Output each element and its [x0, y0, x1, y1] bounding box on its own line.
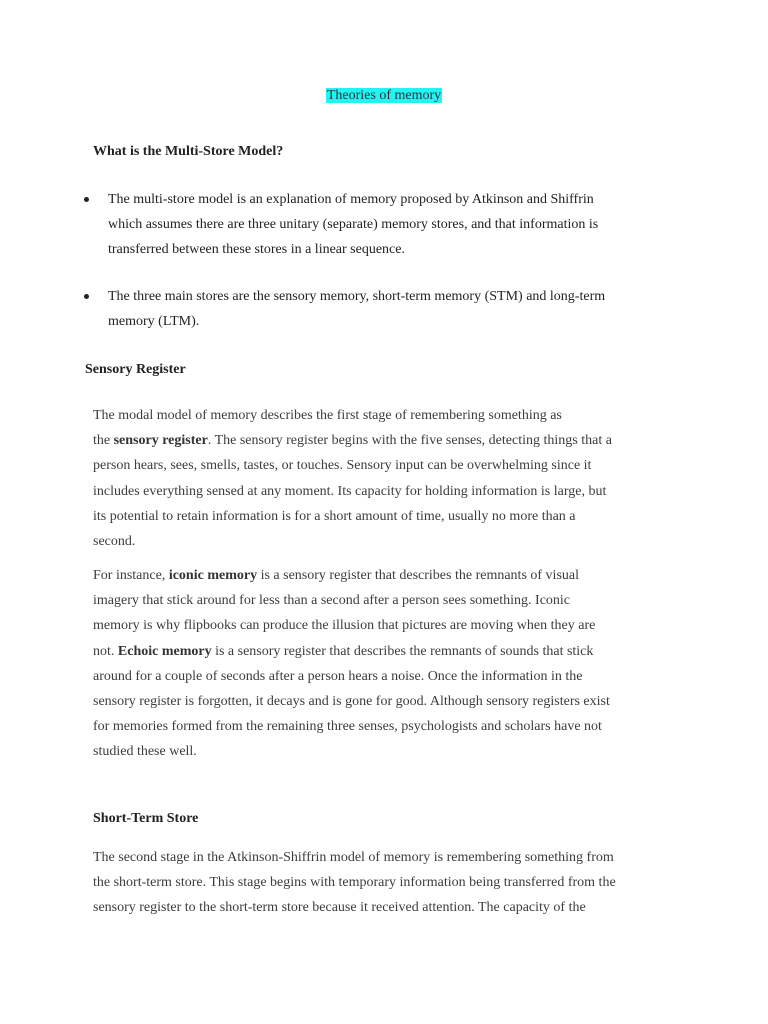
- sensory-paragraph-2: [93, 563, 683, 765]
- bullet-line: The multi-store model is an explanation of memory proposed by Atkinson and Shiffrin: [108, 192, 594, 207]
- list-item: [80, 187, 680, 262]
- text-span: is a sensory register that describes the remnants of visual: [257, 568, 579, 583]
- text-line: the short-term store. This stage begins with temporary information being transferred from the: [93, 875, 616, 891]
- text-line: sensory register to the short-term store because it received attention. The capacity of the: [93, 900, 586, 916]
- bullet-list: [80, 187, 680, 334]
- text-line: for memories formed from the remaining three senses, psychologists and scholars have not: [93, 719, 602, 735]
- list-item: [80, 284, 680, 334]
- text-span: For instance,: [93, 568, 169, 583]
- sensory-paragraph-1: [93, 403, 683, 554]
- bullet-line: memory (LTM).: [108, 314, 200, 329]
- text-line: person hears, sees, smells, tastes, or touches. Sensory input can be overwhelming since it: [93, 458, 592, 474]
- short-term-paragraph: [93, 845, 683, 921]
- text-span: the: [93, 433, 114, 449]
- bullet-icon: [84, 294, 89, 299]
- bold-term: sensory register: [113, 433, 208, 449]
- text-line: includes everything sensed at any moment. Its capacity for holding information is large, but: [93, 483, 607, 499]
- text-line: studied these well.: [93, 744, 197, 760]
- text-line: The modal model of memory describes the first stage of remembering something as: [93, 408, 562, 423]
- multi-store-heading: What is the Multi-Store Model?: [93, 144, 284, 159]
- bullet-line: transferred between these stores in a linear sequence.: [108, 242, 405, 257]
- text-line: its potential to retain information is for a short amount of time, usually no more than a: [93, 508, 576, 524]
- bullet-icon: [84, 197, 89, 202]
- document-title: [0, 87, 768, 105]
- text-span: is a sensory register that describes the remnants of sounds that stick: [211, 643, 594, 659]
- text-span: . The sensory register begins with the five senses, detecting things that a: [207, 433, 612, 449]
- text-line: around for a couple of seconds after a person hears a noise. Once the information in the: [93, 668, 583, 684]
- bold-term: iconic memory: [168, 568, 258, 583]
- highlighted-title: Theories of memory: [326, 88, 442, 103]
- text-line: imagery that stick around for less than a second after a person sees something. Iconic: [93, 593, 571, 609]
- sensory-register-heading: Sensory Register: [85, 362, 186, 377]
- text-line: second.: [93, 534, 136, 550]
- text-line: [93, 563, 683, 588]
- short-term-store-heading: Short-Term Store: [93, 811, 199, 826]
- bullet-line: The three main stores are the sensory memory, short-term memory (STM) and long-term: [108, 289, 606, 304]
- text-line: memory is why flipbooks can produce the illusion that pictures are moving when they are: [93, 618, 596, 634]
- bullet-line: which assumes there are three unitary (separate) memory stores, and that information is: [108, 217, 599, 232]
- text-line: [93, 428, 683, 453]
- bold-term: Echoic memory: [117, 643, 212, 659]
- text-line: The second stage in the Atkinson-Shiffrin model of memory is remembering something from: [93, 850, 614, 865]
- text-line: sensory register is forgotten, it decays and is gone for good. Although sensory registers exist: [93, 694, 610, 710]
- text-line: [93, 639, 683, 664]
- text-span: not.: [93, 643, 118, 659]
